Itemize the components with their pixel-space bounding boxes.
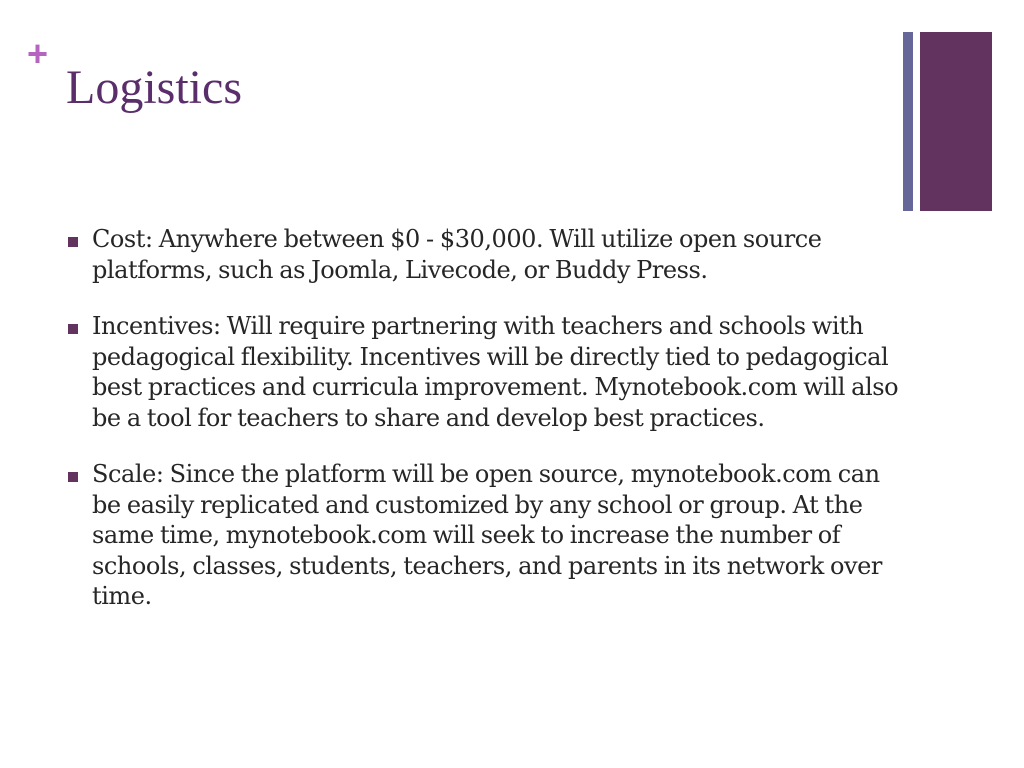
accent-bar-thin xyxy=(903,32,913,211)
bullet-text: Incentives: Will require partnering with teachers and schools with pedagogical flexibility. Incentives will be directly tied to pedagogical best practices and curricula improvement. Mynotebook.com will also be a tool for teachers to share and develop best practices. xyxy=(92,312,899,432)
bullet-list xyxy=(66,224,906,638)
square-bullet-icon xyxy=(68,324,78,334)
square-bullet-icon xyxy=(68,472,78,482)
bullet-text: Cost: Anywhere between $0 - $30,000. Will utilize open source platforms, such as Joomla, Livecode, or Buddy Press. xyxy=(92,225,822,284)
bullet-text: Scale: Since the platform will be open source, mynotebook.com can be easily replicated and customized by any school or group. At the same time, mynotebook.com will seek to increase the number of schools, classes, students, teachers, and parents in its network over time. xyxy=(92,460,882,610)
slide-title: Logistics xyxy=(66,61,242,114)
bullet-item-cost xyxy=(66,224,906,285)
bullet-item-incentives xyxy=(66,311,906,433)
plus-mark: + xyxy=(27,33,49,74)
square-bullet-icon xyxy=(68,237,78,247)
accent-bar-thick xyxy=(920,32,992,211)
bullet-item-scale xyxy=(66,459,906,612)
